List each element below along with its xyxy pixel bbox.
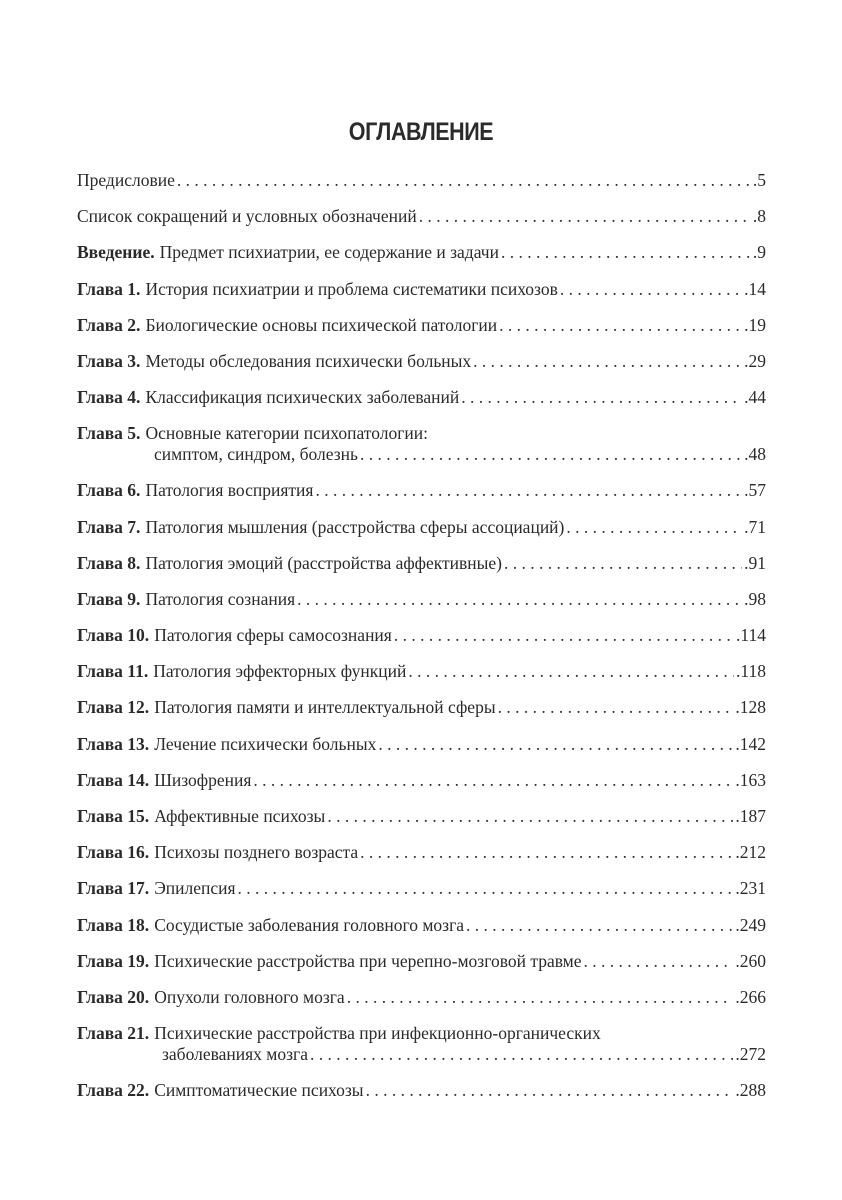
toc-entry[interactable] bbox=[77, 517, 766, 553]
entry-title: Предмет психиатрии, ее содержание и задачи bbox=[159, 242, 499, 263]
dot-leader bbox=[360, 842, 733, 863]
entry-title: Патология сознания bbox=[145, 588, 296, 609]
dot-leader bbox=[394, 625, 734, 646]
toc-entry[interactable] bbox=[77, 625, 766, 661]
page-number: .118 bbox=[736, 661, 766, 682]
dot-leader bbox=[238, 878, 734, 899]
entry-title: Патология восприятия bbox=[145, 480, 314, 501]
entry-title: Шизофрения bbox=[154, 769, 252, 790]
page-number: .163 bbox=[735, 769, 766, 790]
dot-leader bbox=[408, 661, 734, 682]
page-number: .5 bbox=[752, 170, 766, 190]
entry-title: Патология памяти и интеллектуальной сферы bbox=[154, 697, 496, 718]
toc-entry[interactable] bbox=[77, 553, 766, 589]
page-title: ОГЛАВЛЕНИЕ bbox=[348, 118, 494, 146]
entry-label: Глава 9. bbox=[77, 588, 141, 609]
toc-entry[interactable] bbox=[77, 697, 766, 733]
entry-title: История психиатрии и проблема систематики психозов bbox=[145, 278, 558, 299]
entry-title: Лечение психически больных bbox=[154, 733, 377, 754]
dot-leader bbox=[566, 517, 742, 538]
dot-leader bbox=[501, 242, 751, 263]
toc-entry[interactable] bbox=[77, 842, 766, 878]
page-number: .187 bbox=[735, 806, 766, 826]
entry-label: Глава 19. bbox=[77, 950, 150, 971]
dot-leader bbox=[327, 806, 733, 827]
page-number: .212 bbox=[735, 842, 766, 863]
dot-leader bbox=[360, 444, 742, 465]
entry-title: Психозы позднего возраста bbox=[154, 842, 359, 863]
entry-label: Глава 8. bbox=[77, 552, 141, 573]
toc-entry[interactable] bbox=[77, 170, 766, 206]
entry-label: Глава 14. bbox=[77, 769, 150, 790]
toc-entry[interactable] bbox=[77, 480, 766, 516]
entry-title: Аффективные психозы bbox=[154, 806, 326, 826]
entry-title: Основные категории психопатологии: bbox=[145, 423, 429, 444]
entry-title: Патология сферы самосознания bbox=[154, 625, 392, 646]
toc-entry[interactable] bbox=[77, 987, 766, 1023]
entry-title: Симптоматические психозы bbox=[154, 1080, 364, 1101]
page-number: .14 bbox=[744, 278, 766, 299]
dot-leader bbox=[499, 315, 742, 336]
toc-entry[interactable] bbox=[77, 351, 766, 387]
entry-label: Глава 2. bbox=[77, 314, 141, 335]
page-number: .71 bbox=[744, 516, 766, 537]
entry-title: Сосудистые заболевания головного мозга bbox=[154, 914, 465, 935]
toc-entry[interactable] bbox=[77, 387, 766, 423]
entry-title: Патология мышления (расстройства сферы ассоциаций) bbox=[145, 516, 565, 537]
page-number: .8 bbox=[752, 206, 766, 227]
toc-entry[interactable] bbox=[77, 915, 766, 951]
dot-leader bbox=[347, 987, 734, 1008]
page-number: .266 bbox=[735, 986, 766, 1007]
page-number: .231 bbox=[735, 878, 766, 899]
toc-entry[interactable] bbox=[77, 423, 766, 480]
dot-leader bbox=[560, 279, 742, 300]
toc-entry[interactable] bbox=[77, 770, 766, 806]
page-number: .128 bbox=[735, 697, 766, 718]
page-number: .57 bbox=[744, 480, 766, 501]
page-number: .48 bbox=[744, 444, 766, 465]
page-number: .91 bbox=[744, 552, 766, 573]
page-number: .272 bbox=[735, 1044, 766, 1065]
page-number: .29 bbox=[744, 350, 766, 371]
entry-label: Глава 17. bbox=[77, 878, 150, 899]
dot-leader bbox=[466, 915, 733, 936]
page-number: .142 bbox=[735, 733, 766, 754]
toc-entry[interactable] bbox=[77, 315, 766, 351]
page-number: .249 bbox=[735, 914, 766, 935]
entry-label: Глава 22. bbox=[77, 1080, 150, 1101]
entry-label: Глава 12. bbox=[77, 697, 150, 718]
dot-leader bbox=[297, 589, 742, 610]
entry-label: Глава 21. bbox=[77, 1023, 150, 1044]
toc-entry[interactable] bbox=[77, 878, 766, 914]
entry-title: Патология эффекторных функций bbox=[153, 661, 407, 682]
dot-leader bbox=[498, 697, 734, 718]
entry-label: Глава 13. bbox=[77, 733, 150, 754]
entry-label: Глава 1. bbox=[77, 278, 141, 299]
entry-label: Глава 5. bbox=[77, 423, 141, 444]
toc-entry[interactable] bbox=[77, 806, 766, 842]
toc-entry[interactable] bbox=[77, 1080, 766, 1116]
entry-title: Предисловие bbox=[77, 170, 175, 190]
toc-entry[interactable] bbox=[77, 589, 766, 625]
dot-leader bbox=[419, 206, 751, 227]
page-number: .260 bbox=[735, 950, 766, 971]
entry-title: Опухоли головного мозга bbox=[154, 986, 345, 1007]
entry-label: Введение. bbox=[77, 242, 155, 263]
toc-entry[interactable] bbox=[77, 1023, 766, 1080]
entry-label: Глава 3. bbox=[77, 350, 141, 371]
entry-title-continued: симптом, синдром, болезнь bbox=[154, 444, 359, 465]
entry-title: Патология эмоций (расстройства аффективные) bbox=[145, 552, 502, 573]
entry-label: Глава 7. bbox=[77, 516, 141, 537]
toc-entry[interactable] bbox=[77, 242, 766, 278]
toc-entry[interactable] bbox=[77, 734, 766, 770]
page-number: .288 bbox=[735, 1080, 766, 1101]
page-number: .98 bbox=[744, 588, 766, 609]
page-number: .9 bbox=[752, 242, 766, 263]
toc-entry[interactable] bbox=[77, 206, 766, 242]
entry-label: Глава 4. bbox=[77, 387, 141, 408]
entry-title: Эпилепсия bbox=[154, 878, 236, 899]
dot-leader bbox=[366, 1080, 734, 1101]
dot-leader bbox=[253, 770, 733, 791]
toc-entry[interactable] bbox=[77, 951, 766, 987]
dot-leader bbox=[378, 734, 733, 755]
dot-leader bbox=[310, 1044, 733, 1065]
dot-leader bbox=[177, 170, 751, 191]
entry-label: Глава 10. bbox=[77, 625, 150, 646]
entry-title: Методы обследования психически больных bbox=[145, 350, 472, 371]
entry-title: Психические расстройства при черепно-мозговой травме bbox=[154, 950, 582, 971]
dot-leader bbox=[461, 387, 742, 408]
entry-title: Список сокращений и условных обозначений bbox=[77, 206, 417, 227]
toc-entry[interactable] bbox=[77, 279, 766, 315]
dot-leader bbox=[504, 553, 742, 574]
page-number: .19 bbox=[744, 314, 766, 335]
entry-label: Глава 11. bbox=[77, 661, 149, 682]
entry-title-continued: заболеваниях мозга bbox=[162, 1044, 308, 1065]
page-number: .44 bbox=[744, 387, 766, 408]
table-of-contents bbox=[77, 170, 766, 1116]
dot-leader bbox=[473, 351, 742, 372]
page-number: .114 bbox=[736, 625, 766, 646]
entry-label: Глава 6. bbox=[77, 480, 141, 501]
entry-title: Биологические основы психической патологии bbox=[145, 314, 498, 335]
entry-label: Глава 20. bbox=[77, 986, 150, 1007]
entry-label: Глава 16. bbox=[77, 842, 150, 863]
dot-leader bbox=[584, 951, 734, 972]
dot-leader bbox=[315, 480, 742, 501]
entry-label: Глава 18. bbox=[77, 914, 150, 935]
toc-entry[interactable] bbox=[77, 661, 766, 697]
entry-label: Глава 15. bbox=[77, 806, 150, 826]
entry-title: Классификация психических заболеваний bbox=[145, 387, 460, 408]
entry-title: Психические расстройства при инфекционно-органических bbox=[154, 1023, 601, 1044]
